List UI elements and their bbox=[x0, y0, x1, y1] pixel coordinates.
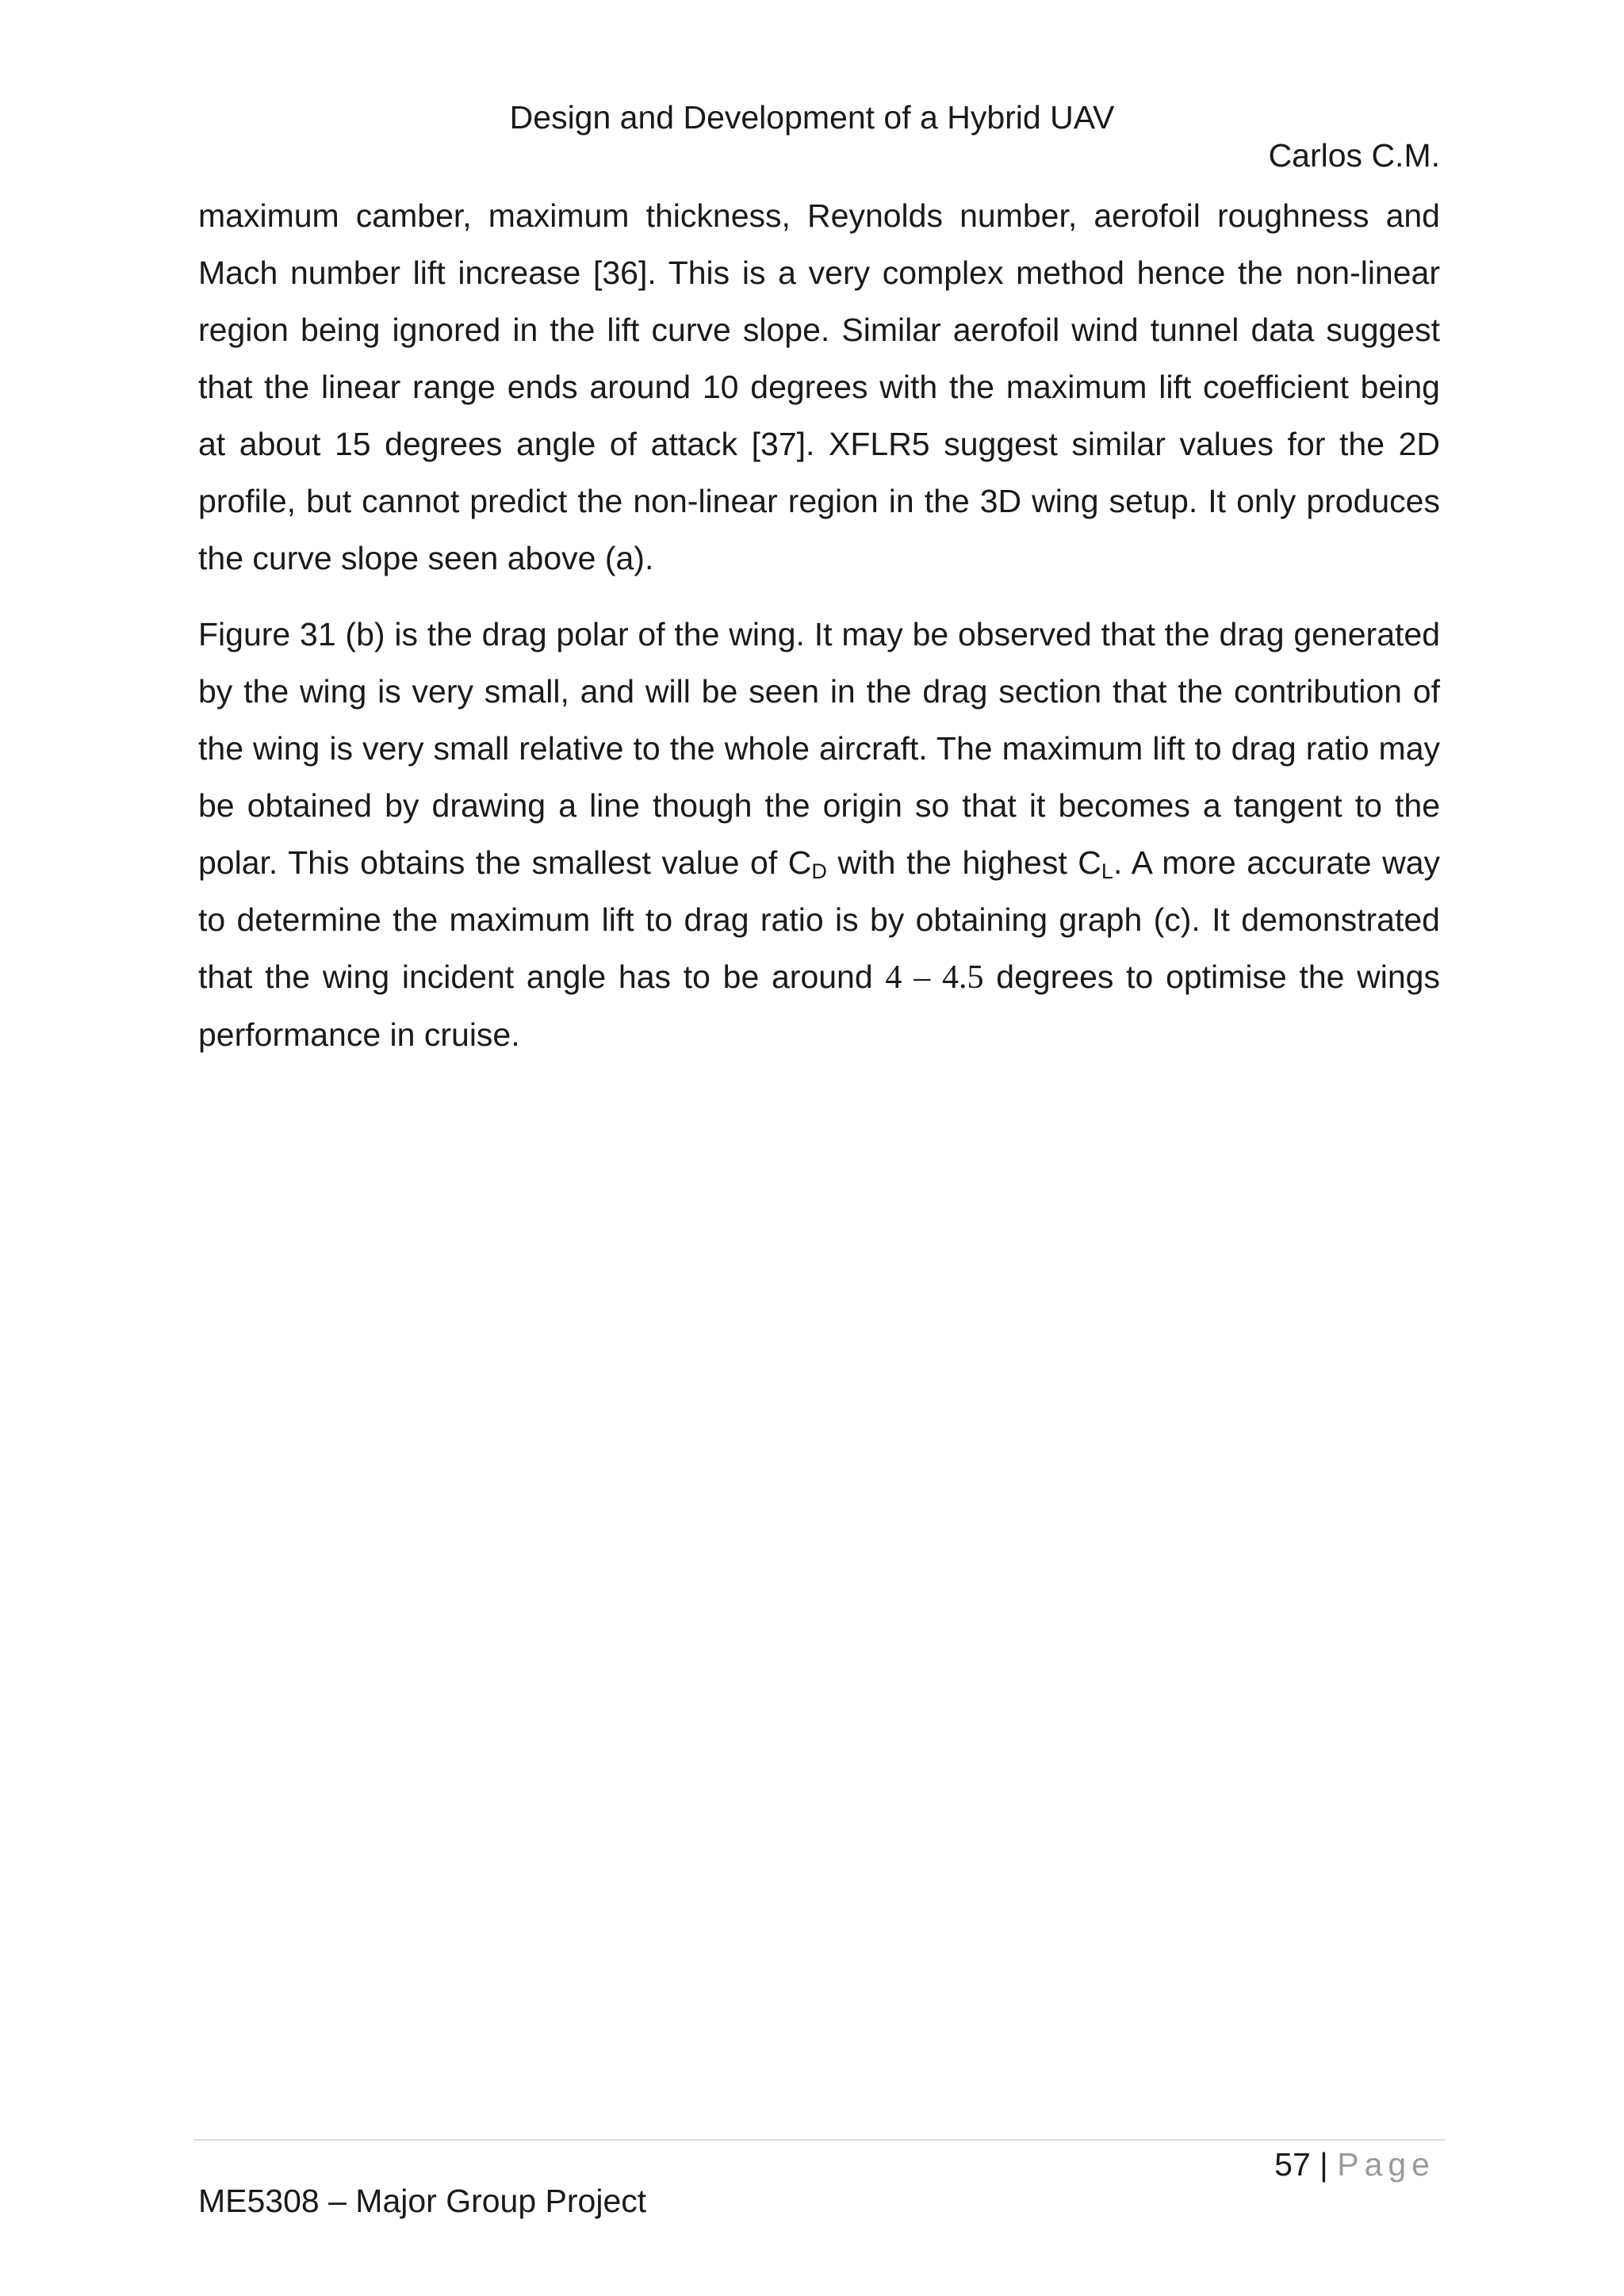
paragraph-2-text-c: . A more accurate way to determine the maximum lift to drag ratio is by obtaining graph (c). It demonstrated that the wing incident angle has to be around bbox=[198, 844, 1441, 995]
page-number bbox=[1274, 2141, 1435, 2188]
paragraph-2-text-b: with the highest C bbox=[826, 844, 1101, 881]
incident-angle-range: 4 – 4.5 bbox=[885, 959, 984, 996]
subscript-l: L bbox=[1101, 859, 1113, 883]
subscript-d: D bbox=[811, 859, 827, 883]
footer-course: ME5308 – Major Group Project bbox=[198, 2183, 647, 2219]
page-number-separator: | bbox=[1320, 2146, 1328, 2183]
paragraph-1: maximum camber, maximum thickness, Reynolds number, aerofoil roughness and Mach number lift increase [36]. This is a very complex method hence the non-linear region being ignored in the lift curve slope. Similar aerofoil wind tunnel data suggest that the linear range ends around 10 degrees with the maximum lift coefficient being at about 15 degrees angle of attack [37]. XFLR5 suggest similar values for the 2D profile, but cannot predict the non-linear region in the 3D wing setup. It only produces the curve slope seen above (a). bbox=[198, 197, 1440, 576]
page-header-title: Design and Development of a Hybrid UAV bbox=[509, 99, 1115, 136]
body-text bbox=[198, 187, 1440, 1063]
paragraph-2-text-d: degrees to optimise the wings performance in cruise. bbox=[198, 959, 1440, 1053]
paragraph-2-text-a: Figure 31 (b) is the drag polar of the wing. It may be observed that the drag generated by the wing is very small, and will be seen in the drag section that the contribution of the wing is very small relative to the whole aircraft. The maximum lift to drag ratio may be obtained by drawing a line though the origin so that it becomes a tangent to the polar. This obtains the smallest value of C bbox=[198, 616, 1440, 881]
footer-divider bbox=[193, 2139, 1445, 2141]
page-word: Page bbox=[1337, 2146, 1435, 2183]
page-header-author: Carlos C.M. bbox=[1268, 137, 1440, 174]
page-number-value: 57 bbox=[1274, 2146, 1311, 2183]
paragraph-2 bbox=[198, 606, 1440, 1063]
